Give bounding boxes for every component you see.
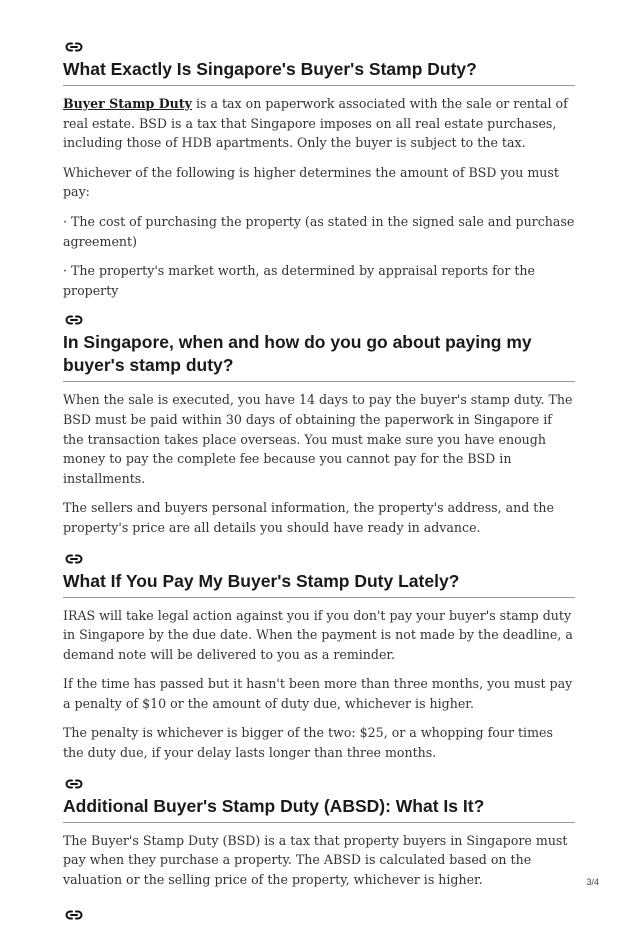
paragraph: When the sale is executed, you have 14 days to pay the buyer's stamp duty. The BSD must be paid within 30 days of obtaining the paperwork in Singapore if the transaction takes place overseas. You must make sure you have enough money to pay the complete fee because you cannot pay for the BSD in installments. [63,392,573,486]
section-when-how-to-pay [63,313,575,537]
buyer-stamp-duty-link[interactable]: Buyer Stamp Duty [63,96,192,111]
section-bsd-definition [63,40,575,300]
link-icon[interactable] [65,777,83,791]
paragraph: IRAS will take legal action against you if you don't pay your buyer's stamp duty in Singapore by the due date. When the payment is not made by the deadline, a demand note will be delivered to you as a reminder. [63,607,573,662]
section-late-payment [63,552,575,763]
paragraph: If the time has passed but it hasn't been more than three months, you must pay a penalty of $10 or the amount of duty due, whichever is higher. [63,676,573,711]
paragraph: The penalty is whichever is bigger of the two: $25, or a whopping four times the duty due, if your delay lasts longer than three months. [63,725,553,761]
paragraph [63,94,575,153]
page-number: 3/4 [586,877,599,887]
bullet-item: · The property's market worth, as determined by appraisal reports for the property [63,263,536,298]
paragraph: The sellers and buyers personal information, the property's address, and the property's price are all details you should have ready in advance. [63,500,554,535]
link-icon[interactable] [65,313,83,327]
link-icon[interactable] [65,908,83,922]
bullet-item: · The cost of purchasing the property (as stated in the signed sale and purchase agreement) [63,213,575,249]
section-heading: Additional Buyer's Stamp Duty (ABSD): What Is It? [63,795,575,823]
paragraph: The Buyer's Stamp Duty (BSD) is a tax that property buyers in Singapore must pay when they purchase a property. The ABSD is calculated based on the valuation or the selling price of the property, whichever is higher. [63,832,568,887]
paragraph: Whichever of the following is higher determines the amount of BSD you must pay: [63,164,559,200]
paragraph-text: is a tax on paperwork associated with the sale or rental of real estate. BSD is a tax that Singapore imposes on all real estate purchases, including those of HDB apartments. Only the buyer is subject to the tax. [63,96,568,151]
document-page [63,40,575,926]
section-absd [63,777,575,890]
section-heading: What Exactly Is Singapore's Buyer's Stamp Duty? [63,58,575,86]
link-icon[interactable] [65,552,83,566]
link-icon[interactable] [65,40,83,54]
section-heading: In Singapore, when and how do you go about paying my buyer's stamp duty? [63,331,575,382]
section-heading: What If You Pay My Buyer's Stamp Duty Lately? [63,570,575,598]
